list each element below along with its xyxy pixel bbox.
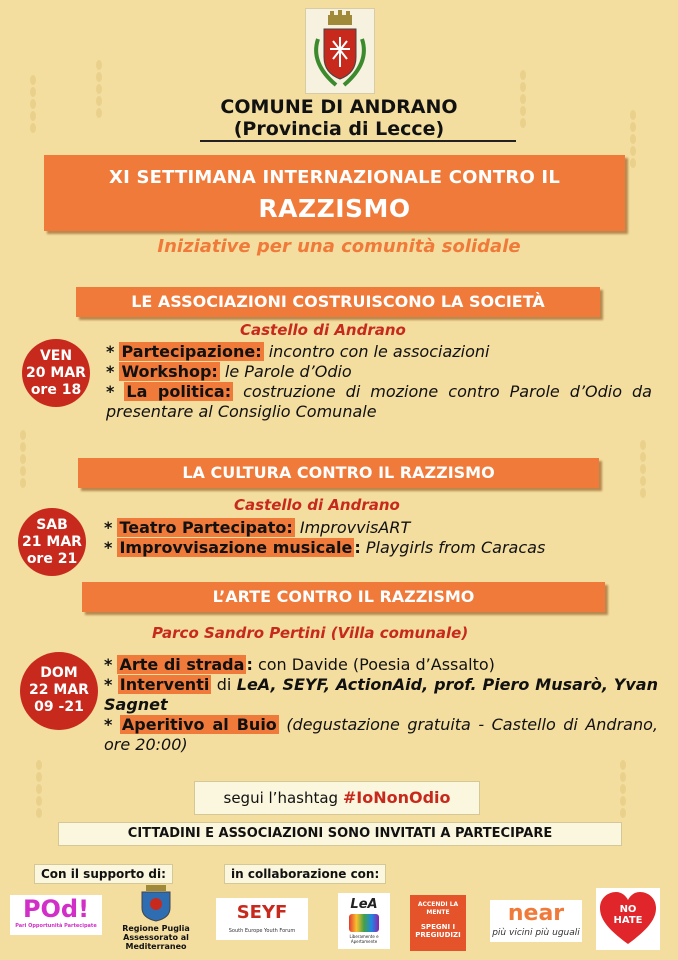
date-time: 09 -21 [34, 699, 84, 715]
hashtag: #IoNonOdio [342, 788, 451, 807]
coat-of-arms-logo [305, 8, 375, 94]
title-line1: XI SETTIMANA INTERNAZIONALE CONTRO IL [109, 167, 560, 188]
divider [200, 140, 516, 142]
no-hate-logo: NO HATE [596, 888, 660, 950]
date-badge-2 [18, 508, 86, 576]
list-item: * Workshop: le Parole d’Odio [106, 362, 352, 381]
event-text: Playgirls from Caracas [365, 538, 546, 557]
event-text: le Parole d’Odio [224, 362, 352, 381]
event-label: Arte di strada [119, 655, 245, 674]
section-band-2: LA CULTURA CONTRO IL RAZZISMO [78, 458, 599, 488]
date-day: DOM [40, 665, 78, 681]
title-line2: RAZZISMO [258, 194, 411, 223]
section-place-3: Parco Sandro Pertini (Villa comunale) [152, 624, 469, 642]
list-item: * La politica: costruzione di mozione contro Parole d’Odio da presentare al Consiglio Comunale [106, 382, 652, 421]
event-label: La politica: [126, 382, 232, 401]
pod-logo: POd! Pari Opportunità Partecipate [10, 895, 102, 935]
provincia-title: (Provincia di Lecce) [233, 118, 445, 140]
date-day: VEN [39, 348, 73, 364]
invitation-banner: CITTADINI E ASSOCIAZIONI SONO INVITATI A PARTECIPARE [58, 822, 622, 846]
wheat-decoration [640, 440, 646, 500]
section-place-1: Castello di Andrano [240, 321, 406, 339]
event-text: incontro con le associazioni [268, 342, 490, 361]
list-item: * Arte di strada : con Davide (Poesia d’Assalto) [104, 655, 495, 674]
list-item: * Improvvisazione musicale : Playgirls from Caracas [104, 538, 546, 557]
collaboration-label: in collaborazione con: [224, 864, 386, 884]
date-time: ore 18 [30, 382, 82, 398]
date-date: 22 MAR [29, 682, 89, 698]
list-item: * Partecipazione: incontro con le associazioni [106, 342, 490, 361]
subtitle: Iniziative per una comunità solidale [157, 236, 521, 257]
section-band-1: LE ASSOCIAZIONI COSTRUISCONO LA SOCIETÀ [76, 287, 600, 317]
date-day: SAB [36, 517, 68, 533]
municipality-name [0, 96, 678, 140]
puglia-crest-icon [138, 884, 174, 922]
list-item: * Teatro Partecipato: ImprovvisART [104, 518, 411, 537]
date-date: 21 MAR [22, 534, 82, 550]
list-item: * Aperitivo al Buio (degustazione gratuita - Castello di Andrano, ore 20:00) [104, 715, 658, 754]
event-text: (degustazione gratuita - Castello di Andrano, ore 20:00) [104, 715, 658, 754]
event-text: LeA, SEYF, ActionAid, prof. Piero Musarò, Yvan Sagnet [104, 675, 658, 714]
hashtag-prefix: segui l’hashtag [223, 789, 339, 807]
wheat-decoration [620, 760, 626, 820]
event-label: Aperitivo al Buio [121, 715, 277, 734]
date-date: 20 MAR [26, 365, 86, 381]
event-label: Teatro Partecipato: [119, 518, 293, 537]
near-logo: near più vicini più uguali [490, 900, 582, 942]
event-list-3 [104, 655, 658, 755]
wheat-decoration [36, 760, 42, 820]
event-label: Interventi [119, 675, 210, 694]
event-list-1 [106, 342, 652, 422]
regione-puglia-logo: Regione Puglia Assessorato al Mediterraneo [116, 884, 196, 948]
section-place-2: Castello di Andrano [234, 496, 400, 514]
hashtag-box [194, 781, 480, 815]
lea-logo: LeA Liberamente e Apertamente [338, 893, 390, 949]
event-label: Partecipazione: [121, 342, 262, 361]
section-band-3: L’ARTE CONTRO IL RAZZISMO [82, 582, 605, 612]
date-badge-1 [22, 339, 90, 407]
list-item: * Interventi di LeA, SEYF, ActionAid, prof. Piero Musarò, Yvan Sagnet [104, 675, 658, 714]
support-label: Con il supporto di: [34, 864, 173, 884]
event-label: Workshop: [121, 362, 218, 381]
event-label: Improvvisazione musicale [119, 538, 353, 557]
event-text: ImprovvisART [299, 518, 411, 537]
date-time: ore 21 [26, 551, 78, 567]
accendi-la-mente-logo: ACCENDI LA MENTE SPEGNI I PREGIUDIZI [410, 895, 466, 951]
rainbow-icon [349, 914, 379, 932]
comune-title: COMUNE DI ANDRANO [220, 96, 458, 118]
event-list-2 [104, 518, 654, 558]
date-badge-3 [20, 652, 98, 730]
main-title-banner [44, 155, 625, 231]
seyf-logo: SEYF South Europe Youth Forum [216, 898, 308, 940]
event-text: con Davide (Poesia d’Assalto) [257, 655, 495, 674]
wheat-decoration [20, 430, 26, 490]
event-text: costruzione di mozione contro Parole d’Odio da presentare al Consiglio Comunale [106, 382, 652, 421]
